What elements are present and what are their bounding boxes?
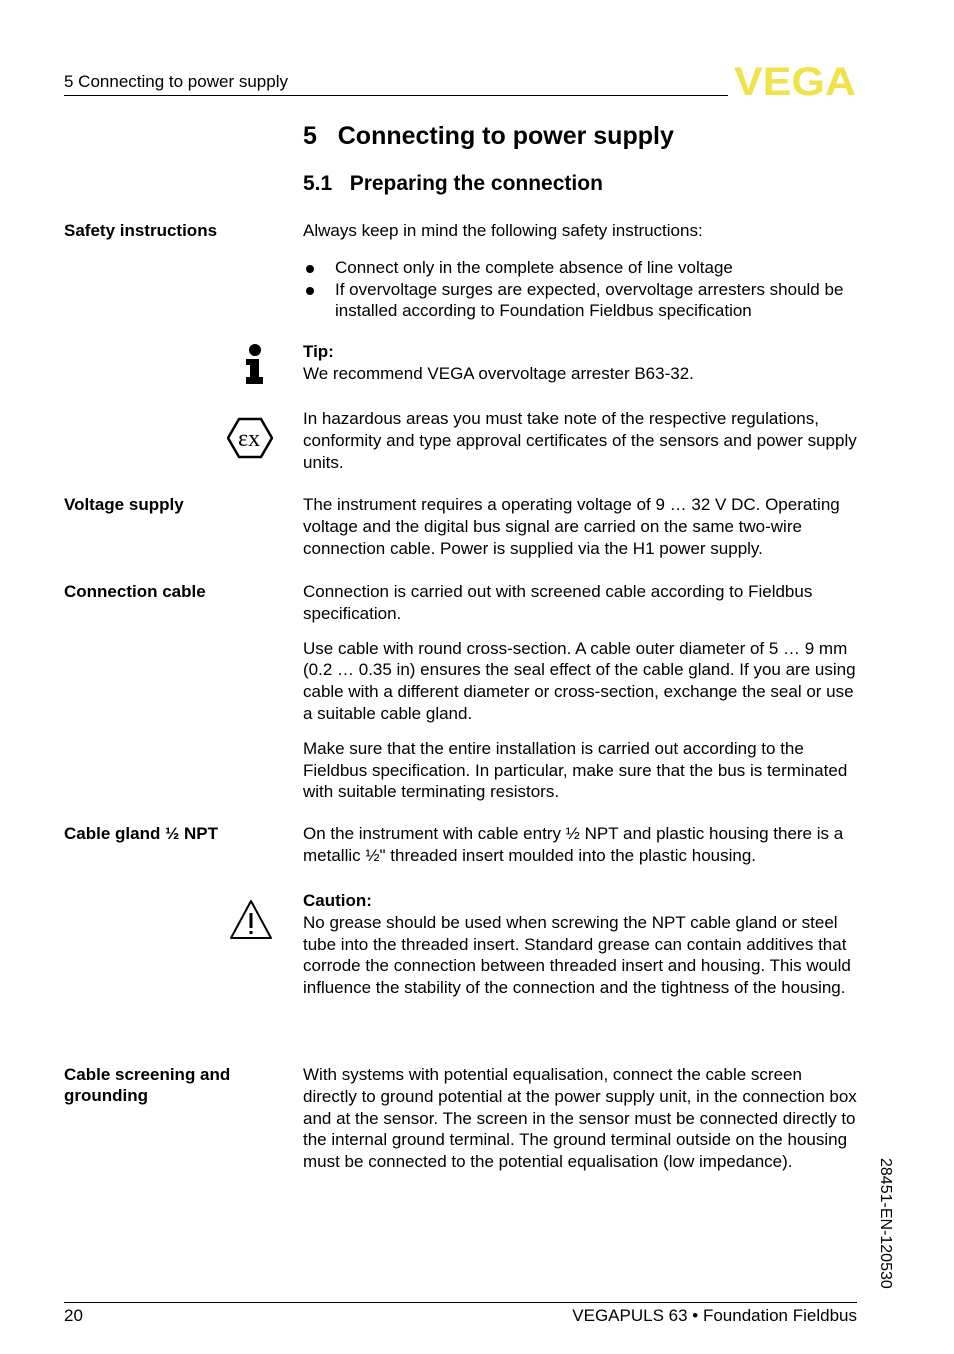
list-item: If overvoltage surges are expected, overvoltage arresters should be installed according to Foundation Fieldbus specification [303,279,859,323]
gland-text: On the instrument with cable entry ½ NPT and plastic housing there is a metallic ½" threaded insert moulded into the plastic housing. [303,824,844,865]
caution-title: Caution: [303,891,372,910]
label-cable-gland: Cable gland ½ NPT [64,824,218,843]
cable-paragraph: Make sure that the entire installation is carried out according to the Fieldbus specification. In particular, make sure that the bus is terminated with suitable terminating resistors. [303,738,848,802]
caution-text: No grease should be used when screwing the NPT cable gland or steel tube into the threaded insert. Standard grease can contain additives that corrode the connection between threaded insert and housing. This would influence the stability of the connection and the tightness of the housing. [303,912,851,998]
ex-note: In hazardous areas you must take note of the respective regulations, conformity and type approval certificates of the sensors and power supply units. [303,409,857,472]
running-header: 5 Connecting to power supply [64,72,288,91]
list-item: Connect only in the complete absence of line voltage [303,257,859,279]
tip-text: We recommend VEGA overvoltage arrester B63-32. [303,363,694,383]
ex-hazard-icon [227,417,273,464]
cable-paragraph: Use cable with round cross-section. A cable outer diameter of 5 … 9 mm (0.2 … 0.35 in) ensures the seal effect of the cable gland. If you are using cable with a different diameter or cross-section, exchange the seal or use a suitable cable gland. [303,638,856,723]
label-voltage-supply: Voltage supply [64,495,184,514]
label-connection-cable: Connection cable [64,582,206,601]
label-safety-instructions: Safety instructions [64,221,218,240]
document-code: 28451-EN-120530 [877,1158,894,1289]
label-cable-screening: Cable screening and grounding [64,1065,231,1105]
footer-product: VEGAPULS 63 • Foundation Fieldbus [572,1306,857,1325]
safety-intro: Always keep in mind the following safety instructions: [303,221,703,240]
voltage-text: The instrument requires a operating voltage of 9 … 32 V DC. Operating voltage and the digital bus signal are carried on the same two-wire connection cable. Power is supplied via the H1 power supply. [303,495,840,558]
vega-logo-text: VEGA [734,64,856,98]
header-rule [64,95,728,96]
section-title: 5.1 Preparing the connection [303,172,603,195]
screening-text: With systems with potential equalisation, connect the cable screen directly to ground potential at the power supply unit, in the connection box and at the sensor. The screen in the sensor must be connected directly to the internal ground terminal. The ground terminal outside on the housing must be connected to the potential equalisation (low impedance). [303,1065,857,1172]
caution-block [303,890,859,999]
page-number: 20 [64,1306,83,1325]
svg-text:εx: εx [238,426,261,452]
tip-block [303,341,859,385]
info-icon [244,344,266,389]
chapter-title: 5 Connecting to power supply [303,122,674,150]
safety-block [303,220,859,322]
vega-logo [734,64,858,103]
cable-paragraph: Connection is carried out with screened cable according to Fieldbus specification. [303,582,813,623]
safety-list [303,257,859,322]
footer-rule [64,1302,857,1303]
cable-block [303,581,859,803]
tip-title: Tip: [303,342,334,361]
warning-triangle-icon [229,898,273,945]
